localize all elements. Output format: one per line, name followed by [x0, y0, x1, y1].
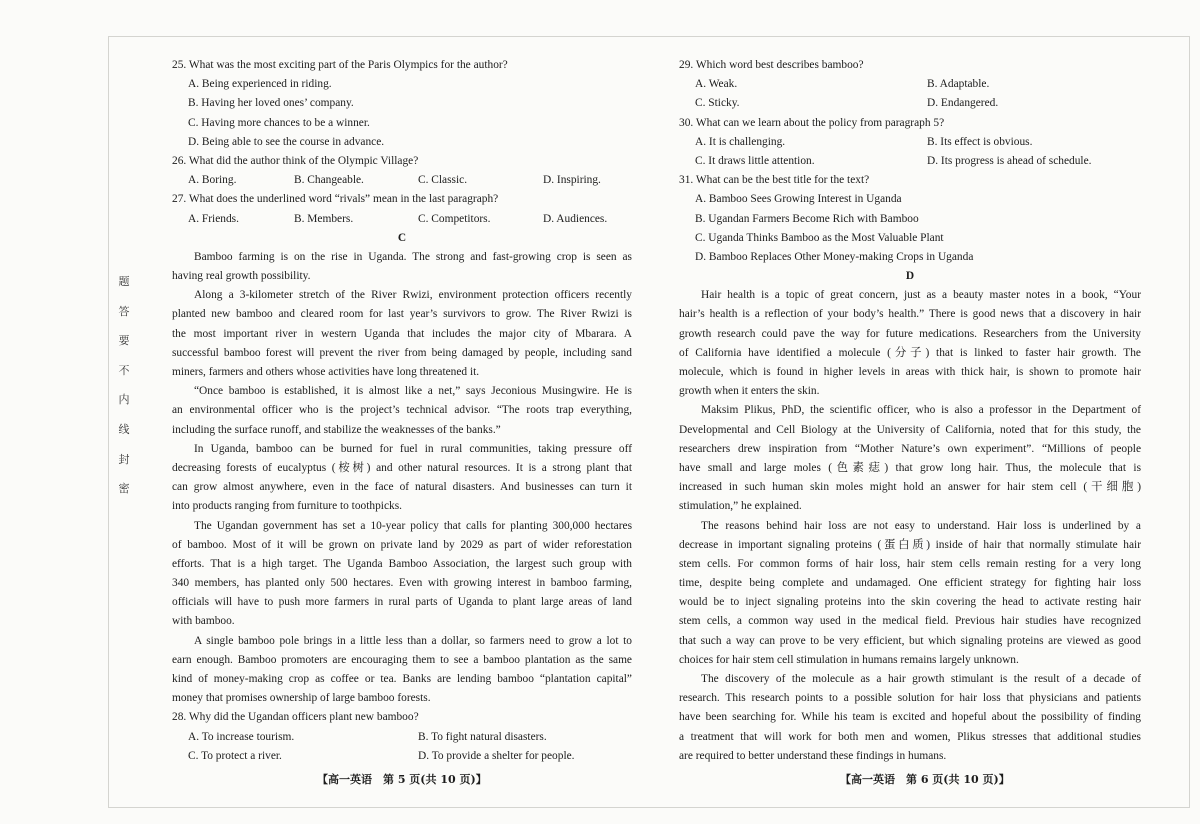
paragraph-line: into products ranging from furniture to toothpicks. — [172, 500, 402, 513]
q28-option-b: B. To fight natural disasters. — [418, 730, 547, 743]
paragraph-line: research. This research points to a possible solution for hair loss that physicians and patients — [679, 692, 1141, 705]
binding-strip-char: 题 — [118, 275, 130, 288]
q25-option-d: D. Being able to see the course in advance. — [188, 135, 385, 148]
paragraph-line: decreasing forests of eucalyptus (桉树) and other natural resources. It is a strong plant that — [172, 461, 632, 474]
paragraph-line: Along a 3-kilometer stretch of the River Rwizi, environment protection officers recently — [194, 289, 632, 302]
passage-c-paragraph-4 — [172, 440, 632, 517]
q31-option-c: C. Uganda Thinks Bamboo as the Most Valuable Plant — [695, 231, 944, 244]
paragraph-line: a treatment that will work for both men and women, Plikus stresses that additional studies — [679, 730, 1141, 743]
binding-strip-char: 封 — [118, 452, 130, 466]
section-c-heading: C — [397, 231, 407, 244]
paragraph-line: growth when it enters the skin. — [679, 385, 820, 398]
paragraph-line: officials will have to push more farmers in rural parts of Uganda to plant large areas of land — [172, 596, 632, 609]
paragraph-line: decrease in important signaling proteins (蛋白质) inside of hair that normally stimulate hair — [679, 538, 1141, 551]
paragraph-line: stimulation,” he explained. — [679, 500, 802, 513]
paragraph-line: successful bamboo forest will prevent the river from being damaged by people, including sand — [172, 346, 632, 359]
passage-c-paragraph-3 — [172, 382, 632, 440]
paragraph-line: are required to better understand these findings in humans. — [679, 749, 947, 762]
q30-option-c: C. It draws little attention. — [695, 154, 815, 167]
paragraph-line: can grow almost anywhere, even in the face of natural disasters. And businesses can turn it — [172, 481, 632, 494]
q31-stem: 31. What can be the best title for the text? — [679, 174, 870, 187]
q27-options — [172, 210, 632, 229]
paragraph-line: A single bamboo pole brings in a little less than a dollar, so farmers need to grow a lot to — [194, 634, 632, 647]
paragraph-line: The discovery of the molecule as a hair growth stimulant is the result of a decade of — [701, 673, 1141, 685]
q26-option-b: B. Changeable. — [294, 174, 364, 187]
q26-option-d: D. Inspiring. — [543, 174, 601, 187]
q26-option-a: A. Boring. — [188, 174, 237, 187]
passage-c-paragraph-2 — [172, 286, 632, 382]
paragraph-line: money that promises ownership of large bamboo forests. — [172, 692, 431, 705]
paragraph-line: Maksim Plikus, PhD, the scientific officer, who is also a professor in the Department of — [701, 404, 1141, 417]
paragraph-line: the most important river in western Uganda that includes the major city of Mbarara. A — [172, 327, 632, 340]
q28-option-a: A. To increase tourism. — [188, 730, 295, 743]
passage-d-paragraph-3 — [679, 517, 1141, 671]
q28-stem: 28. Why did the Ugandan officers plant new bamboo? — [172, 711, 419, 724]
left-page-column — [172, 56, 632, 766]
passage-d-paragraph-2 — [679, 401, 1141, 516]
paragraph-line: time, despite being complete and undamaged. One efficient strategy for fighting hair loss — [679, 577, 1141, 590]
q30-option-b: B. Its effect is obvious. — [927, 135, 1033, 148]
paragraph-line: planted new bamboo and cleared room for last year’s survivors to grow. The River Rwizi is — [172, 308, 632, 321]
paragraph-line: choices for hair stem cell stimulation in humans remains largely unknown. — [679, 653, 1019, 666]
q28-options-row-1 — [172, 728, 632, 747]
q26-options — [172, 171, 632, 190]
paragraph-line: The reasons behind hair loss are not easy to understand. Hair loss is underlined by a — [701, 519, 1141, 532]
paragraph-line: with bamboo. — [172, 615, 235, 628]
q27-option-c: C. Competitors. — [418, 212, 491, 225]
page-footer-right: 【高一英语 第 6 页(共 10 页)】 — [840, 773, 1010, 786]
paragraph-line: an environmental officer who is the project’s technical advisor. “The roots trap everything, — [172, 404, 632, 417]
paragraph-line: Developmental and Cell Biology at the University of California, noted that for this study, the — [679, 423, 1141, 436]
paragraph-line: of California have identified a molecule (分子) that is linked to faster hair growth. The — [679, 346, 1141, 359]
q29-stem: 29. Which word best describes bamboo? — [679, 59, 864, 71]
paragraph-line: researchers drew inspiration from “Mother Nature’s own experiment”. “Millions of people — [679, 442, 1141, 455]
section-d-heading: D — [905, 270, 915, 283]
q26-option-c: C. Classic. — [418, 174, 468, 187]
binding-strip-char: 密 — [118, 482, 130, 496]
passage-d-paragraph-4 — [679, 670, 1141, 766]
q28-options-row-2 — [172, 747, 632, 766]
q27-option-a: A. Friends. — [188, 212, 239, 225]
q27-option-d: D. Audiences. — [543, 212, 608, 225]
q30-option-d: D. Its progress is ahead of schedule. — [927, 154, 1092, 167]
q30-option-a: A. It is challenging. — [695, 135, 786, 148]
paragraph-line: kind of money-making crop as coffee or tea. Banks are lending bamboo “plantation capital” — [172, 673, 632, 685]
paragraph-line: increased in such human skin moles might hold an answer for hair stem cell (干细胞) — [679, 481, 1141, 494]
q27-option-b: B. Members. — [294, 212, 354, 225]
q25-option-b: B. Having her loved ones’ company. — [188, 97, 354, 110]
q29-option-d: D. Endangered. — [927, 97, 999, 110]
q25-option-c: C. Having more chances to be a winner. — [188, 116, 370, 129]
paragraph-line: molecule, which is found in higher levels in areas with thick hair, is shown to promote hair — [679, 366, 1141, 378]
binding-strip-char: 不 — [118, 363, 130, 377]
binding-margin-strip — [116, 276, 132, 494]
paragraph-line: have been searching for. While his team is excited and hopeful about the possibility of finding — [679, 711, 1141, 724]
passage-d-paragraph-1 — [679, 286, 1141, 401]
paragraph-line: earn enough. Bamboo promoters are encouraging them to see a bamboo plantation as the same — [172, 653, 632, 666]
paragraph-line: In Uganda, bamboo can be burned for fuel in rural communities, taking pressure off — [194, 442, 632, 455]
paragraph-line: including the surface runoff, and stabilize the weaknesses of the banks.” — [172, 423, 501, 436]
q31-option-d: D. Bamboo Replaces Other Money-making Crops in Uganda — [695, 250, 974, 263]
paragraph-line: have small and large moles (色素痣) that grow long hair. Thus, the molecule that is — [679, 461, 1141, 474]
q26-stem: 26. What did the author think of the Olympic Village? — [172, 154, 419, 167]
q29-option-c: C. Sticky. — [695, 97, 740, 110]
paragraph-line: would be to inject signaling proteins into the skin covering the head to activate resting hair — [679, 596, 1141, 609]
page-footer-left: 【高一英语 第 5 页(共 10 页)】 — [317, 773, 487, 786]
q30-options-row-2 — [679, 152, 1141, 171]
paragraph-line: efforts. That is a high target. The Uganda Bamboo Association, the largest such group with — [172, 557, 632, 570]
paragraph-line: having real growth possibility. — [172, 270, 311, 283]
binding-strip-char: 答 — [118, 304, 130, 318]
q31-option-a: A. Bamboo Sees Growing Interest in Uganda — [695, 193, 902, 206]
paragraph-line: stem cells, a common way used in the medical field. Previous hair studies have recognized — [679, 615, 1141, 628]
q30-options-row-1 — [679, 133, 1141, 152]
paragraph-line: of bamboo. Most of it will be grown on private land by 2029 as part of wider reforestation — [172, 538, 632, 551]
q25-option-a: A. Being experienced in riding. — [188, 78, 332, 91]
paragraph-line: hair’s health is a reflection of your body’s health.” There is good news that a discovery in hair — [679, 308, 1141, 321]
q31-option-b: B. Ugandan Farmers Become Rich with Bamboo — [695, 212, 919, 225]
q29-options-row-2 — [679, 94, 1141, 113]
paragraph-line: Hair health is a topic of great concern, just as a beauty master notes in a book, “Your — [701, 289, 1141, 302]
paragraph-line: “Once bamboo is established, it is almost like a net,” says Jeconious Musingwire. He is — [194, 385, 632, 398]
binding-strip-char: 内 — [118, 393, 130, 407]
paragraph-line: miners, farmers and others whose activities have long threatened it. — [172, 366, 480, 378]
q27-stem: 27. What does the underlined word “rivals” mean in the last paragraph? — [172, 193, 499, 206]
binding-strip-char: 要 — [118, 334, 130, 348]
q25-stem: 25. What was the most exciting part of the Paris Olympics for the author? — [172, 59, 508, 71]
q28-option-d: D. To provide a shelter for people. — [418, 749, 575, 762]
q30-stem: 30. What can we learn about the policy from paragraph 5? — [679, 116, 945, 129]
paragraph-line: The Ugandan government has set a 10-year policy that calls for planting 300,000 hectares — [194, 519, 632, 532]
paragraph-line: 340 members, has planted only 500 hectares. Even with growing interest in bamboo farming, — [172, 577, 632, 590]
paragraph-line: that such a way can prove to be very efficient, but which signaling proteins are viewed as good — [679, 634, 1141, 647]
paragraph-line: growth research could pave the way for future medications. Researchers from the University — [679, 327, 1141, 340]
passage-c-paragraph-6 — [172, 632, 632, 709]
right-page-column — [679, 56, 1141, 766]
passage-c-paragraph-5 — [172, 517, 632, 632]
paragraph-line: stem cells. For common forms of hair loss, hair stem cells remain resting for a very long — [679, 557, 1141, 570]
q28-option-c: C. To protect a river. — [188, 749, 282, 762]
passage-c-paragraph-1 — [172, 248, 632, 286]
paragraph-line: Bamboo farming is on the rise in Uganda. The strong and fast-growing crop is seen as — [194, 250, 632, 263]
q29-option-a: A. Weak. — [695, 78, 738, 91]
q29-option-b: B. Adaptable. — [927, 78, 990, 91]
q29-options-row-1 — [679, 75, 1141, 94]
binding-strip-char: 线 — [118, 422, 130, 436]
